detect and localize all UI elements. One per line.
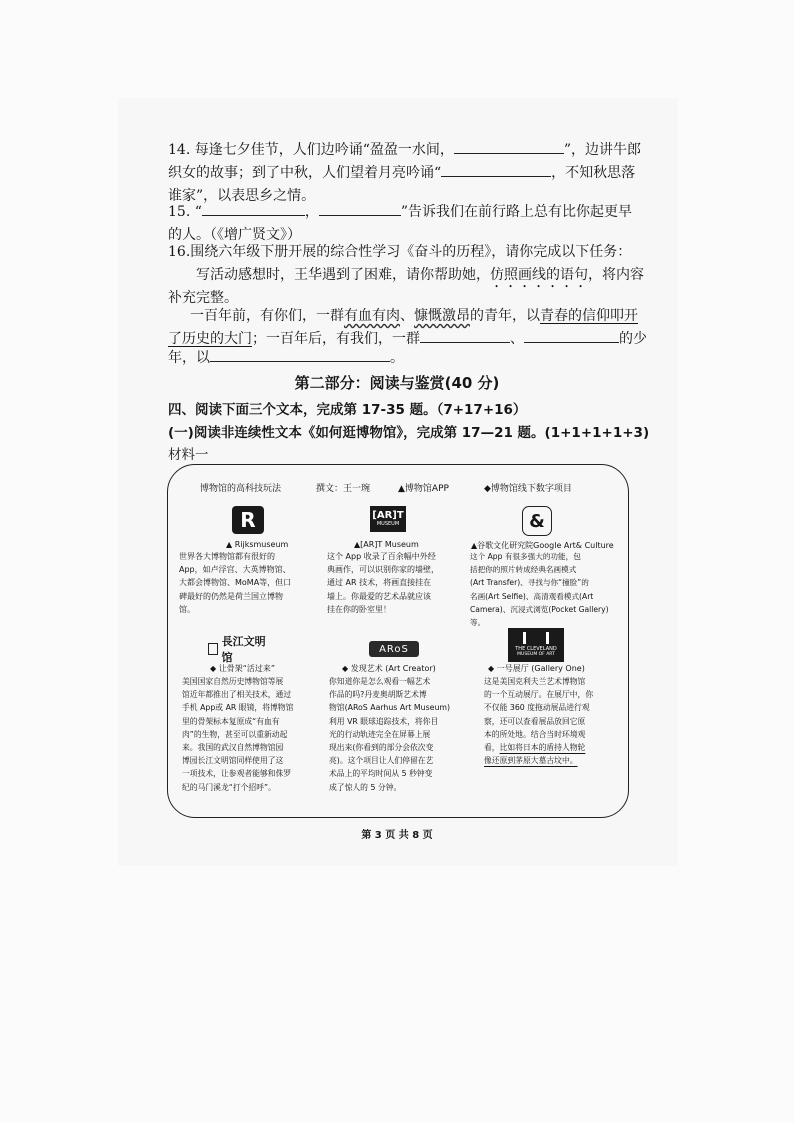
diamond-icon: ◆ [488, 664, 495, 673]
artmuseum-name: ▲[AR]T Museum [354, 540, 419, 549]
aros-logo: ARoS [369, 641, 419, 657]
card-title: 博物馆的高科技玩法 [200, 484, 282, 494]
legend-app: ▲博物馆APP [398, 484, 449, 494]
q15-blank2[interactable] [319, 201, 401, 216]
changjiang-museum-logo: 長江文明馆 [208, 640, 274, 658]
google-arts-description: 这个 App 有很多强大的功能，包 括把你的照片转成经典名画模式 (Art Transfer)、寻找与你“撞脸”的 名画(Art Selfie)、高清观看模式(Art Camera)、沉浸式浏览(Pocket Gallery) 等。 [470, 552, 609, 628]
q16-blank3[interactable] [210, 347, 390, 362]
art-creator-name: ◆ 发现艺术 (Art Creator) [342, 664, 436, 673]
q16-example-line1: 一百年前，有你们，一群有血有肉、慷慨激昂的青年，以青春的信仰叩开 [190, 308, 638, 324]
triangle-icon: ▲ [398, 484, 405, 494]
q14-line2: 织女的故事；到了中秋，人们望着月亮吟诵“ ，不知秋思落 [168, 161, 635, 185]
diamond-icon: ◆ [210, 664, 217, 673]
q15-line2: 的人。（《增广贤文》） [168, 227, 301, 243]
legend-digital: ◆博物馆线下数字项目 [484, 484, 572, 494]
q14-line1: 14. 每逢七夕佳节，人们边吟诵“盈盈一水间， ”，边讲牛郎 [168, 138, 641, 162]
gallery-one-description: 这是美国克利夫兰艺术博物馆 的一个互动展厅。在展厅中，你 不仅能 360 度拖动展品进行观 察，还可以查看展品放回它原 本的所处地。结合当时环境观 看，比如将日本的盾持人物轮 像还原到茅原大墓古坟中。 [484, 677, 594, 766]
google-arts-name: ▲谷歌文化研究院Google Art& Culture [471, 541, 614, 550]
q14-blank1[interactable] [454, 139, 564, 154]
artmuseum-logo: [AR]T MUSEUM [370, 506, 406, 532]
skeleton-project-name: ◆ 让骨架“活过来” [210, 664, 275, 673]
cleveland-mark-icon [523, 632, 549, 644]
q16-example-line3: 年，以 。 [168, 346, 404, 370]
section4-heading: 四、阅读下面三个文本，完成第 17-35 题。（7+17+16） [168, 402, 527, 418]
rijksmuseum-name: ▲ Rijksmuseum [226, 540, 289, 549]
diamond-icon: ◆ [342, 664, 349, 673]
art-creator-description: 你知道你是怎么观看一幅艺术 作品的吗?丹麦奥胡斯艺术博 物馆(ARoS Aarhus Art Museum) 利用 VR 眼球追踪技术，将你目 光的行动轨迹完全在屏幕上展 现出来(你看到的部分会依次变 亮)。这个项目让人们停留在艺 术品上的平均时间从 5 秒钟变 成了惊人的 5 分钟。 [329, 677, 451, 792]
part2-title: 第二部分：阅读与鉴赏(40 分) [294, 374, 500, 392]
triangle-icon: ▲ [354, 540, 361, 549]
google-arts-logo: & [522, 506, 552, 536]
q14-blank2[interactable] [441, 162, 551, 177]
museum-mark-icon [208, 643, 218, 655]
subsection1-heading: (一)阅读非连续性文本《如何逛博物馆》，完成第 17—21 题。(1+1+1+1+3) [168, 425, 650, 441]
rijksmuseum-description: 世界各大博物馆都有很好的 App，如卢浮宫、大英博物馆、 大都会博物馆、MoMA等，但口 碑最好的仍然是荷兰国立博物 馆。 [179, 552, 292, 614]
q15-line1: 15. “ ， ”告诉我们在前行路上总有比你起更早 [168, 200, 632, 224]
material-one-label: 材料一 [168, 447, 209, 463]
card-author: 撰文：王一琬 [316, 484, 371, 494]
artmuseum-description: 这个 App 收录了百余幅中外经 典画作，可以识别你家的墙壁， 通过 AR 技术，将画直接挂在 墙上。你最爱的艺术品就应该 挂在你的卧室里！ [327, 552, 439, 614]
rijksmuseum-logo: R [232, 506, 264, 534]
q16-blank2[interactable] [524, 328, 619, 343]
cleveland-logo: THE CLEVELAND MUSEUM OF ART [508, 628, 564, 662]
gallery-one-name: ◆ 一号展厅 (Gallery One) [488, 664, 585, 673]
q16-line1: 16.围绕六年级下册开展的综合性学习《奋斗的历程》，请你完成以下任务： [168, 244, 632, 260]
q16-blank1[interactable] [420, 328, 510, 343]
skeleton-description: 美国国家自然历史博物馆等展 馆近年都推出了相关技术，通过 手机 App或 AR 眼镜，将博物馆 里的骨架标本复原成“有血有 肉”的生物，甚至可以重新动起 来。我国的武汉自然博物馆园 博园长江文明馆同样使用了这 一项技术，让参观者能够和侏罗 纪的马门溪龙“打个招呼”。 [182, 677, 294, 792]
triangle-icon: ▲ [471, 541, 478, 550]
diamond-icon: ◆ [484, 484, 491, 494]
page-footer: 第 3 页 共 8 页 [361, 830, 433, 841]
q16-example-line2: 了历史的大门；一百年后，有我们，一群 、 的少 [168, 327, 647, 351]
q15-blank1[interactable] [202, 201, 305, 216]
q16-line3: 补充完整。 [168, 290, 238, 306]
q14-line3: 谁家”，以表思乡之情。 [168, 188, 316, 204]
triangle-icon: ▲ [226, 540, 233, 549]
q16-line2: 写活动感想时，王华遇到了困难，请你帮助她，仿照画线的语句，将内容 [196, 267, 644, 283]
